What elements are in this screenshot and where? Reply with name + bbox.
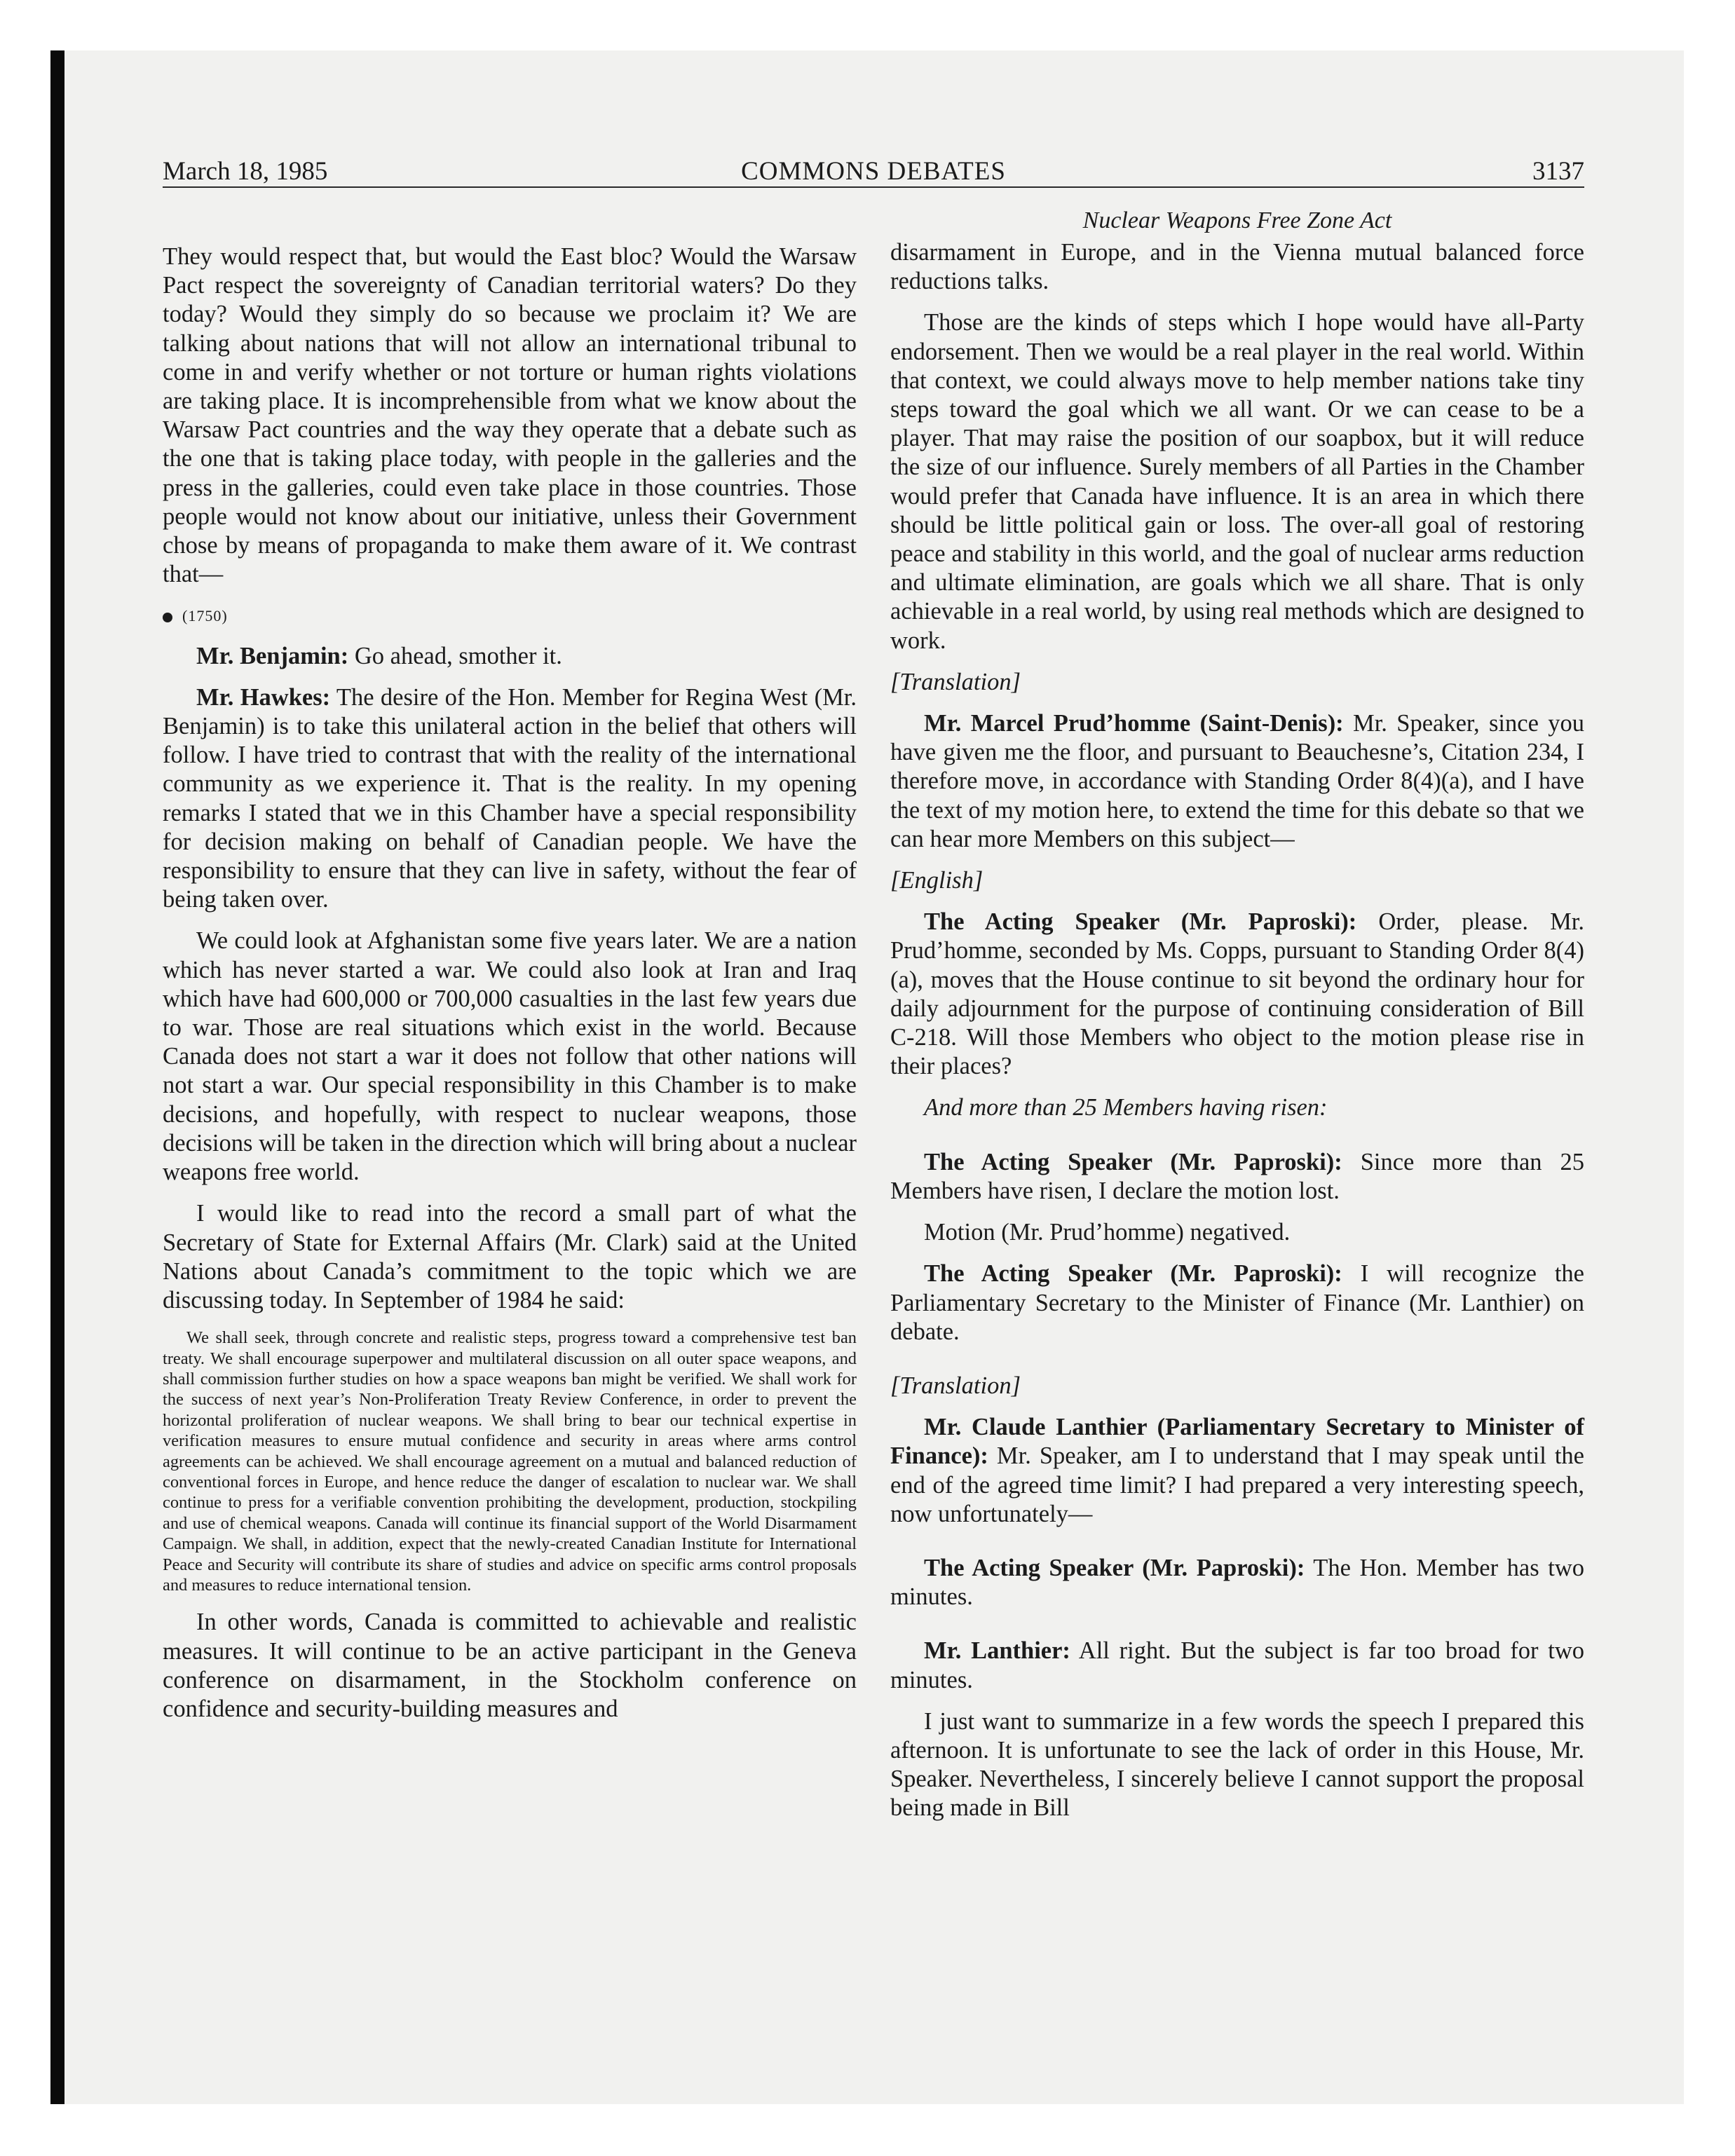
paragraph: Those are the kinds of steps which I hope would have all-Party endorsement. Then we would be a real player in the real world. Within that context, we could always move to help member nations take tiny steps toward the goal which we all want. Or we can cease to be a player. That may raise the position of our soapbox, but it will reduce the size of our influence. Surely members of all Parties in the Chamber would prefer that Canada have influence. It is an area in which there should be little political gain or loss. The over-all goal of restoring peace and stability in this world, and the goal of nuclear arms reduction and ultimate elimination, are goals which we all share. That is only achievable in a real world, by using real methods which are designed to work. [890,309,1584,654]
speech-lanthier [890,1637,1584,1694]
page-header [163,153,1584,191]
speech-hawkes [163,683,857,915]
speech-acting-speaker [890,908,1584,1081]
speaker-name: Mr. Claude Lanthier (Parliamentary Secretary to Minister of Finance): [890,1414,1584,1470]
speaker-name: The Acting Speaker (Mr. Paproski): [924,1554,1305,1581]
speech-text: Since more than 25 Members have risen, I declare the motion lost. [890,1148,1584,1204]
header-rule [163,186,1584,188]
block-quote: We shall seek, through concrete and realistic steps, progress toward a comprehensive test ban treaty. We shall encourage superpower and multilateral discussion on all outer space weapons, and shall commission further studies on how a space weapons ban might be verified. We shall work for the success of next year’s Non-Proliferation Treaty Review Conference, in order to prevent the horizontal proliferation of nuclear weapons. We shall bring to bear our technical expertise in verification measures to ensure mutual confidence and security in areas where arms control agreements can be achieved. We shall encourage agreement on a mutual and balanced reduction of conventional forces in Europe, and hence reduce the danger of escalation to nuclear war. We shall continue to press for a verifiable convention prohibiting the development, production, stockpiling and use of chemical weapons. Canada will continue its financial support of the World Disarmament Campaign. We shall, in addition, expect that the newly-created Canadian Institute for International Peace and Security will contribute its share of studies and advice on specific arms control proposals and measures to reduce international tension. [163,1328,857,1595]
paragraph: I would like to read into the record a small part of what the Secretary of State for External Affairs (Mr. Clark) said at the United Nations about Canada’s commitment to the topic which we are discussing today. In September of 1984 he said: [163,1200,857,1314]
speech-acting-speaker [890,1554,1584,1611]
language-marker: [English] [890,867,984,894]
speech-text: I will recognize the Parliamentary Secretary to the Minister of Finance (Mr. Lanthier) on debate. [890,1260,1584,1345]
header-date: March 18, 1985 [163,157,328,186]
left-column [163,243,857,1736]
paragraph: I just want to summarize in a few words the speech I prepared this afternoon. It is unfortunate to see the lack of order in this House, Mr. Speaker. Nevertheless, I sincerely believe I cannot support the proposal being made in Bill [890,1707,1584,1822]
paragraph: disarmament in Europe, and in the Vienna mutual balanced force reductions talks. [890,239,1584,295]
speaker-name: Mr. Hawkes: [196,683,331,711]
right-column [890,238,1584,1836]
speaker-name: The Acting Speaker (Mr. Paproski): [924,1148,1342,1175]
paragraph: We could look at Afghanistan some five years later. We are a nation which has never started a war. We could also look at Iran and Iraq which have had 600,000 or 700,000 casualties in the last few years due to war. Those are real situations which exist in the world. Because Canada does not start a war it does not follow that other nations will not start a war. Our special responsibility in this Chamber is to make decisions, and hopefully, with respect to nuclear weapons, those decisions will be taken in the direction which will bring about a nuclear weapons free world. [163,927,857,1186]
speech-lanthier [890,1413,1584,1529]
paragraph: Motion (Mr. Prud’homme) negatived. [924,1219,1291,1246]
speech-acting-speaker [890,1260,1584,1346]
language-marker: [Translation] [890,668,1021,695]
speech-text: Mr. Speaker, am I to understand that I may speak until the end of the agreed time limit? I had prepared a very interesting speech, now unfortunately— [890,1442,1584,1527]
speech-prudhomme [890,709,1584,854]
stage-direction: And more than 25 Members having risen: [924,1094,1328,1121]
time-marker [163,601,857,630]
header-page-number: 3137 [1532,157,1584,186]
paragraph: In other words, Canada is committed to achievable and realistic measures. It will continue to be an active participant in the Geneva conference on disarmament, in the Stockholm conference on confidence and security-building measures and [163,1609,857,1722]
speech-text: Mr. Speaker, since you have given me the floor, and pursuant to Beauchesne’s, Citation 234, I therefore move, in accordance with Standing Order 8(4)(a), and I have the text of my motion here, to extend the time for this debate so that we can hear more Members on this subject— [890,710,1584,852]
speech-text: The Hon. Member has two minutes. [890,1554,1584,1611]
header-title: COMMONS DEBATES [741,157,1006,186]
speaker-name: The Acting Speaker (Mr. Paproski): [924,1260,1342,1288]
speech-text: Order, please. Mr. Prud’homme, seconded by Ms. Copps, pursuant to Standing Order 8(4)(a), moves that the House continue to sit beyond the ordinary hour for daily adjournment for the purpose of continuing consideration of Bill C-218. Will those Members who object to the motion please rise in their places? [890,908,1584,1080]
speech-text: Go ahead, smother it. [348,642,562,669]
speaker-name: Mr. Marcel Prud’homme (Saint-Denis): [924,710,1344,737]
speech-benjamin [163,642,857,671]
scan-border [50,50,64,2104]
bullet-icon [163,613,172,622]
speaker-name: Mr. Benjamin: [196,642,349,669]
speaker-name: The Acting Speaker (Mr. Paproski): [924,908,1357,936]
paragraph: They would respect that, but would the East bloc? Would the Warsaw Pact respect the sovereignty of Canadian territorial waters? Do they today? Would they simply do so because we proclaim it? We are talking about nations that will not allow an international tribunal to come in and verify whether or not torture or human rights violations are taking place. It is incomprehensible from what we know about the Warsaw Pact countries and the way they operate that a debate such as the one that is taking place today, with people in the galleries and the press in the galleries, could even take place in those countries. Those people would not know about our initiative, unless their Government chose by means of propaganda to make them aware of it. We contrast that— [163,243,857,588]
speech-acting-speaker [890,1148,1584,1206]
running-head: Nuclear Weapons Free Zone Act [1082,207,1392,233]
speaker-name: Mr. Lanthier: [924,1637,1070,1665]
speech-text: The desire of the Hon. Member for Regina West (Mr. Benjamin) is to take this unilateral action in the belief that others will follow. I have tried to contrast that with the reality of the international community as we experience it. That is the reality. In my opening remarks I stated that we in this Chamber have a special responsibility for decision making on behalf of Canadian people. We have the responsibility to ensure that they can live in safety, without the fear of being taken over. [163,683,857,913]
language-marker: [Translation] [890,1372,1021,1399]
speech-text: All right. But the subject is far too broad for two minutes. [890,1637,1584,1693]
time-marker-text: (1750) [182,607,228,625]
